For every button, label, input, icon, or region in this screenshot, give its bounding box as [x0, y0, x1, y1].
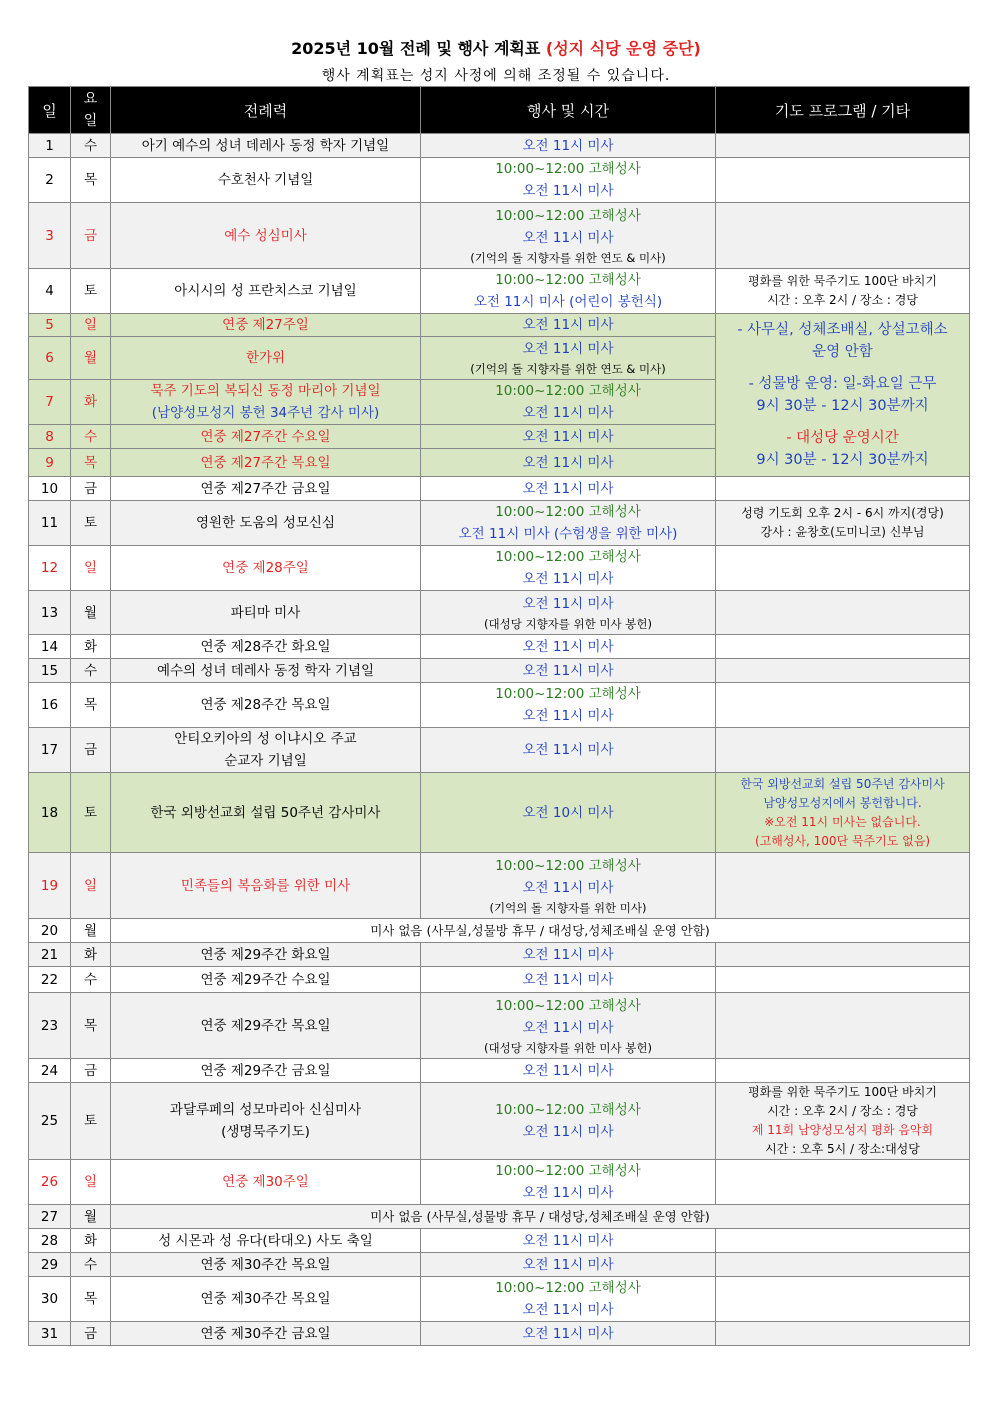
day-cell: 21: [29, 943, 71, 967]
weekday-cell: 토: [71, 501, 111, 546]
mass-line: 오전 11시 미사 (수험생을 위한 미사): [458, 526, 678, 542]
no-mass-cell: 미사 없음 (사무실,성물방 휴무 / 대성당,성체조배실 운영 안함): [111, 919, 970, 943]
liturgy-cell: 연중 제27주간 목요일: [111, 449, 421, 477]
prayer-cell: [716, 591, 970, 635]
weekday-cell: 금: [71, 203, 111, 269]
liturgy-line: (생명묵주기도): [221, 1124, 310, 1140]
note-line: 시간 : 오후 2시 / 장소 : 경당: [767, 1104, 918, 1118]
weekday-cell: 월: [71, 591, 111, 635]
memo-line: (기억의 돌 지향자를 위한 연도 & 미사): [470, 362, 666, 376]
mass-line: 오전 11시 미사: [522, 1124, 614, 1140]
day-cell: 22: [29, 967, 71, 993]
page-subtitle: 행사 계획표는 성지 사정에 의해 조정될 수 있습니다.: [321, 68, 671, 84]
event-cell: 오전 11시 미사: [421, 449, 716, 477]
liturgy-cell: 연중 제29주간 금요일: [111, 1059, 421, 1083]
schedule-table: [28, 86, 970, 1346]
weekday-cell: 월: [71, 337, 111, 380]
liturgy-cell: 수호천사 기념일: [111, 158, 421, 203]
weekday-cell: 목: [71, 449, 111, 477]
weekday-cell: 수: [71, 967, 111, 993]
prayer-cell: [716, 1277, 970, 1322]
weekday-cell: 금: [71, 477, 111, 501]
prayer-cell: [716, 203, 970, 269]
mass-line: 오전 11시 미사: [522, 183, 614, 199]
weekday-cell: 일: [71, 314, 111, 337]
event-cell: [421, 1277, 716, 1322]
weekday-cell: 화: [71, 380, 111, 425]
confession-line: 10:00~12:00 고해성사: [495, 549, 641, 565]
event-cell: 오전 11시 미사: [421, 477, 716, 501]
note-line: - 사무실, 성체조배실, 상설고해소: [737, 322, 948, 338]
table-row: [29, 659, 970, 683]
note-line: 9시 30분 - 12시 30분까지: [756, 398, 929, 414]
liturgy-cell: 연중 제30주간 금요일: [111, 1322, 421, 1346]
day-cell: 1: [29, 134, 71, 158]
liturgy-cell: 연중 제30주간 목요일: [111, 1253, 421, 1277]
event-cell: [421, 1083, 716, 1160]
event-cell: 오전 11시 미사: [421, 728, 716, 773]
liturgy-cell: 연중 제28주일: [111, 546, 421, 591]
event-cell: 오전 11시 미사: [421, 659, 716, 683]
event-cell: [421, 993, 716, 1059]
day-cell: 11: [29, 501, 71, 546]
prayer-cell: [716, 269, 970, 314]
weekday-cell: 토: [71, 773, 111, 853]
day-cell: 12: [29, 546, 71, 591]
note-line: - 성물방 운영: 일-화요일 근무: [748, 376, 937, 392]
weekday-cell: 목: [71, 683, 111, 728]
event-cell: [421, 1160, 716, 1205]
table-row: [29, 1160, 970, 1205]
confession-line: 10:00~12:00 고해성사: [495, 857, 641, 874]
liturgy-cell: [111, 380, 421, 425]
note-line: 남양성모성지에서 봉헌합니다.: [763, 795, 922, 810]
event-cell: [421, 158, 716, 203]
prayer-cell: [716, 1160, 970, 1205]
event-cell: [421, 203, 716, 269]
prayer-cell: [716, 477, 970, 501]
weekday-cell: 금: [71, 728, 111, 773]
day-cell: 17: [29, 728, 71, 773]
table-header: [29, 87, 970, 134]
prayer-cell: [716, 853, 970, 919]
liturgy-line: 안티오키아의 성 이냐시오 주교: [174, 731, 357, 747]
day-cell: 25: [29, 1083, 71, 1160]
note-line: 시간 : 오후 2시 / 장소 : 경당: [767, 293, 918, 307]
weekday-cell: 토: [71, 269, 111, 314]
weekday-cell: 화: [71, 635, 111, 659]
confession-line: 10:00~12:00 고해성사: [495, 207, 641, 224]
note-line: 성령 기도회 오후 2시 - 6시 까지(경당): [741, 506, 944, 520]
table-row: [29, 1229, 970, 1253]
liturgy-cell: 한가위: [111, 337, 421, 380]
event-cell: [421, 591, 716, 635]
day-cell: 27: [29, 1205, 71, 1229]
table-row: [29, 1059, 970, 1083]
note-line: 강사 : 윤창호(도미니코) 신부님: [760, 525, 925, 539]
liturgy-cell: 성 시몬과 성 유다(타대오) 사도 축일: [111, 1229, 421, 1253]
event-cell: [421, 337, 716, 380]
mass-line: 오전 11시 미사: [522, 1185, 614, 1201]
mass-line: 오전 11시 미사 (어린이 봉헌식): [473, 294, 663, 310]
liturgy-cell: 아기 예수의 성녀 데레사 동정 학자 기념일: [111, 134, 421, 158]
col-events: 행사 및 시간: [421, 87, 716, 134]
liturgy-cell: 연중 제27주간 금요일: [111, 477, 421, 501]
confession-line: 10:00~12:00 고해성사: [495, 997, 641, 1014]
confession-line: 10:00~12:00 고해성사: [495, 686, 641, 702]
event-cell: 오전 11시 미사: [421, 314, 716, 337]
liturgy-line: 순교자 기념일: [224, 753, 307, 769]
col-prayer: 기도 프로그램 / 기타: [716, 87, 970, 134]
event-cell: 오전 11시 미사: [421, 134, 716, 158]
table-row: [29, 773, 970, 853]
event-cell: 오전 11시 미사: [421, 967, 716, 993]
day-cell: 19: [29, 853, 71, 919]
weekday-cell: 수: [71, 425, 111, 449]
memo-line: (기억의 돌 지향자를 위한 미사): [489, 900, 647, 915]
liturgy-cell: 연중 제27주간 수요일: [111, 425, 421, 449]
table-row: [29, 853, 970, 919]
liturgy-cell: 예수 성심미사: [111, 203, 421, 269]
note-line: - 대성당 운영시간: [786, 430, 899, 446]
liturgy-cell: [111, 728, 421, 773]
day-cell: 15: [29, 659, 71, 683]
note-line: ※오전 11시 미사는 없습니다.: [764, 814, 921, 829]
liturgy-line: (남양성모성지 봉헌 34주년 감사 미사): [151, 405, 380, 421]
day-cell: 8: [29, 425, 71, 449]
prayer-cell: [716, 967, 970, 993]
liturgy-line: 과달루페의 성모마리아 신심미사: [169, 1102, 362, 1118]
prayer-cell: [716, 134, 970, 158]
no-mass-cell: 미사 없음 (사무실,성물방 휴무 / 대성당,성체조배실 운영 안함): [111, 1205, 970, 1229]
table-row: [29, 203, 970, 269]
table-row: [29, 943, 970, 967]
col-liturgy: 전례력: [111, 87, 421, 134]
confession-line: 10:00~12:00 고해성사: [495, 1163, 641, 1179]
weekday-cell: 일: [71, 546, 111, 591]
event-cell: [421, 501, 716, 546]
weekday-cell: 수: [71, 1253, 111, 1277]
mass-line: 오전 11시 미사: [522, 879, 614, 896]
liturgy-cell: 연중 제27주일: [111, 314, 421, 337]
day-cell: 28: [29, 1229, 71, 1253]
day-cell: 5: [29, 314, 71, 337]
day-cell: 4: [29, 269, 71, 314]
prayer-cell: [716, 943, 970, 967]
table-row: [29, 919, 970, 943]
confession-line: 10:00~12:00 고해성사: [495, 161, 641, 177]
table-row: [29, 314, 970, 337]
event-cell: 오전 11시 미사: [421, 943, 716, 967]
liturgy-cell: 민족들의 복음화를 위한 미사: [111, 853, 421, 919]
day-cell: 20: [29, 919, 71, 943]
table-row: [29, 1322, 970, 1346]
table-row: [29, 683, 970, 728]
liturgy-cell: 연중 제29주간 화요일: [111, 943, 421, 967]
memo-line: (대성당 지향자를 위한 미사 봉헌): [483, 1040, 652, 1055]
weekday-cell: 토: [71, 1083, 111, 1160]
mass-line: 오전 11시 미사: [522, 405, 614, 421]
liturgy-line: 묵주 기도의 복되신 동정 마리아 기념일: [150, 383, 381, 399]
memo-line: (대성당 지향자를 위한 미사 봉헌): [483, 616, 652, 631]
table-row: [29, 993, 970, 1059]
weekday-cell: 일: [71, 1160, 111, 1205]
liturgy-cell: 영원한 도움의 성모신심: [111, 501, 421, 546]
event-cell: 오전 11시 미사: [421, 425, 716, 449]
prayer-cell: [716, 1322, 970, 1346]
day-cell: 10: [29, 477, 71, 501]
note-line: 시간 : 오후 5시 / 장소:대성당: [765, 1142, 920, 1156]
prayer-cell: [716, 659, 970, 683]
note-line: 9시 30분 - 12시 30분까지: [756, 452, 929, 468]
day-cell: 26: [29, 1160, 71, 1205]
weekday-cell: 목: [71, 158, 111, 203]
col-day: 일: [29, 87, 71, 134]
merged-notes-cell: [716, 314, 970, 477]
col-weekday-top: 요: [83, 91, 98, 107]
table-row: [29, 1277, 970, 1322]
day-cell: 14: [29, 635, 71, 659]
confession-line: 10:00~12:00 고해성사: [495, 1280, 641, 1296]
day-cell: 31: [29, 1322, 71, 1346]
day-cell: 16: [29, 683, 71, 728]
table-row: [29, 1205, 970, 1229]
prayer-cell: [716, 683, 970, 728]
day-cell: 3: [29, 203, 71, 269]
day-cell: 9: [29, 449, 71, 477]
weekday-cell: 화: [71, 943, 111, 967]
memo-line: (기억의 돌 지향자를 위한 연도 & 미사): [470, 250, 666, 265]
weekday-cell: 금: [71, 1322, 111, 1346]
page-title: [0, 36, 992, 59]
liturgy-cell: 아시시의 성 프란치스코 기념일: [111, 269, 421, 314]
day-cell: 24: [29, 1059, 71, 1083]
mass-line: 오전 11시 미사: [522, 708, 614, 724]
confession-line: 10:00~12:00 고해성사: [495, 1102, 641, 1118]
table-row: [29, 635, 970, 659]
table-row: [29, 134, 970, 158]
prayer-cell: [716, 773, 970, 853]
table-row: [29, 728, 970, 773]
mass-line: 오전 11시 미사: [522, 1302, 614, 1318]
table-row: [29, 1083, 970, 1160]
mass-line: 오전 11시 미사: [522, 595, 614, 612]
prayer-cell: [716, 635, 970, 659]
day-cell: 7: [29, 380, 71, 425]
event-cell: [421, 546, 716, 591]
day-cell: 18: [29, 773, 71, 853]
table-row: [29, 269, 970, 314]
table-row: [29, 546, 970, 591]
mass-line: 오전 11시 미사: [522, 341, 614, 357]
table-row: [29, 158, 970, 203]
liturgy-cell: 연중 제28주간 화요일: [111, 635, 421, 659]
liturgy-cell: 연중 제29주간 수요일: [111, 967, 421, 993]
mass-line: 오전 11시 미사: [522, 229, 614, 246]
prayer-cell: [716, 158, 970, 203]
title-main: 2025년 10월 전례 및 행사 계획표: [291, 39, 546, 58]
prayer-cell: [716, 1059, 970, 1083]
day-cell: 2: [29, 158, 71, 203]
col-weekday: [71, 87, 111, 134]
confession-line: 10:00~12:00 고해성사: [495, 504, 641, 520]
col-weekday-bottom: 일: [83, 113, 98, 129]
confession-line: 10:00~12:00 고해성사: [495, 272, 641, 288]
event-cell: 오전 11시 미사: [421, 1253, 716, 1277]
note-line: 운영 안함: [812, 344, 873, 360]
weekday-cell: 목: [71, 993, 111, 1059]
weekday-cell: 일: [71, 853, 111, 919]
event-cell: [421, 269, 716, 314]
weekday-cell: 화: [71, 1229, 111, 1253]
liturgy-cell: 연중 제28주간 목요일: [111, 683, 421, 728]
prayer-cell: [716, 1229, 970, 1253]
note-line: 평화를 위한 묵주기도 100단 바치기: [748, 1085, 937, 1099]
event-cell: [421, 853, 716, 919]
note-line: 평화를 위한 묵주기도 100단 바치기: [748, 274, 937, 288]
table-row: [29, 591, 970, 635]
prayer-cell: [716, 1083, 970, 1160]
weekday-cell: 월: [71, 1205, 111, 1229]
liturgy-cell: 연중 제30주일: [111, 1160, 421, 1205]
event-cell: [421, 380, 716, 425]
weekday-cell: 수: [71, 134, 111, 158]
note-line: 한국 외방선교회 설립 50주년 감사미사: [740, 776, 945, 791]
prayer-cell: [716, 546, 970, 591]
event-cell: 오전 11시 미사: [421, 1322, 716, 1346]
table-row: [29, 1253, 970, 1277]
mass-line: 오전 11시 미사: [522, 1019, 614, 1036]
table-row: [29, 477, 970, 501]
note-line: (고해성사, 100단 묵주기도 없음): [754, 833, 931, 848]
day-cell: 6: [29, 337, 71, 380]
day-cell: 29: [29, 1253, 71, 1277]
weekday-cell: 금: [71, 1059, 111, 1083]
event-cell: 오전 10시 미사: [421, 773, 716, 853]
event-cell: [421, 683, 716, 728]
liturgy-cell: 한국 외방선교회 설립 50주년 감사미사: [111, 773, 421, 853]
day-cell: 13: [29, 591, 71, 635]
prayer-cell: [716, 728, 970, 773]
weekday-cell: 수: [71, 659, 111, 683]
weekday-cell: 월: [71, 919, 111, 943]
table-row: [29, 501, 970, 546]
liturgy-cell: 파티마 미사: [111, 591, 421, 635]
event-cell: 오전 11시 미사: [421, 1059, 716, 1083]
prayer-cell: [716, 993, 970, 1059]
day-cell: 23: [29, 993, 71, 1059]
liturgy-cell: 연중 제29주간 목요일: [111, 993, 421, 1059]
table-row: [29, 967, 970, 993]
mass-line: 오전 11시 미사: [522, 571, 614, 587]
note-line: 제 11회 남양성모성지 평화 음악회: [751, 1123, 934, 1137]
prayer-cell: [716, 1253, 970, 1277]
confession-line: 10:00~12:00 고해성사: [495, 383, 641, 399]
day-cell: 30: [29, 1277, 71, 1322]
liturgy-cell: 연중 제30주간 목요일: [111, 1277, 421, 1322]
event-cell: 오전 11시 미사: [421, 635, 716, 659]
liturgy-cell: [111, 1083, 421, 1160]
event-cell: 오전 11시 미사: [421, 1229, 716, 1253]
title-notice: (성지 식당 운영 중단): [545, 39, 701, 58]
liturgy-cell: 예수의 성녀 데레사 동정 학자 기념일: [111, 659, 421, 683]
prayer-cell: [716, 501, 970, 546]
weekday-cell: 목: [71, 1277, 111, 1322]
